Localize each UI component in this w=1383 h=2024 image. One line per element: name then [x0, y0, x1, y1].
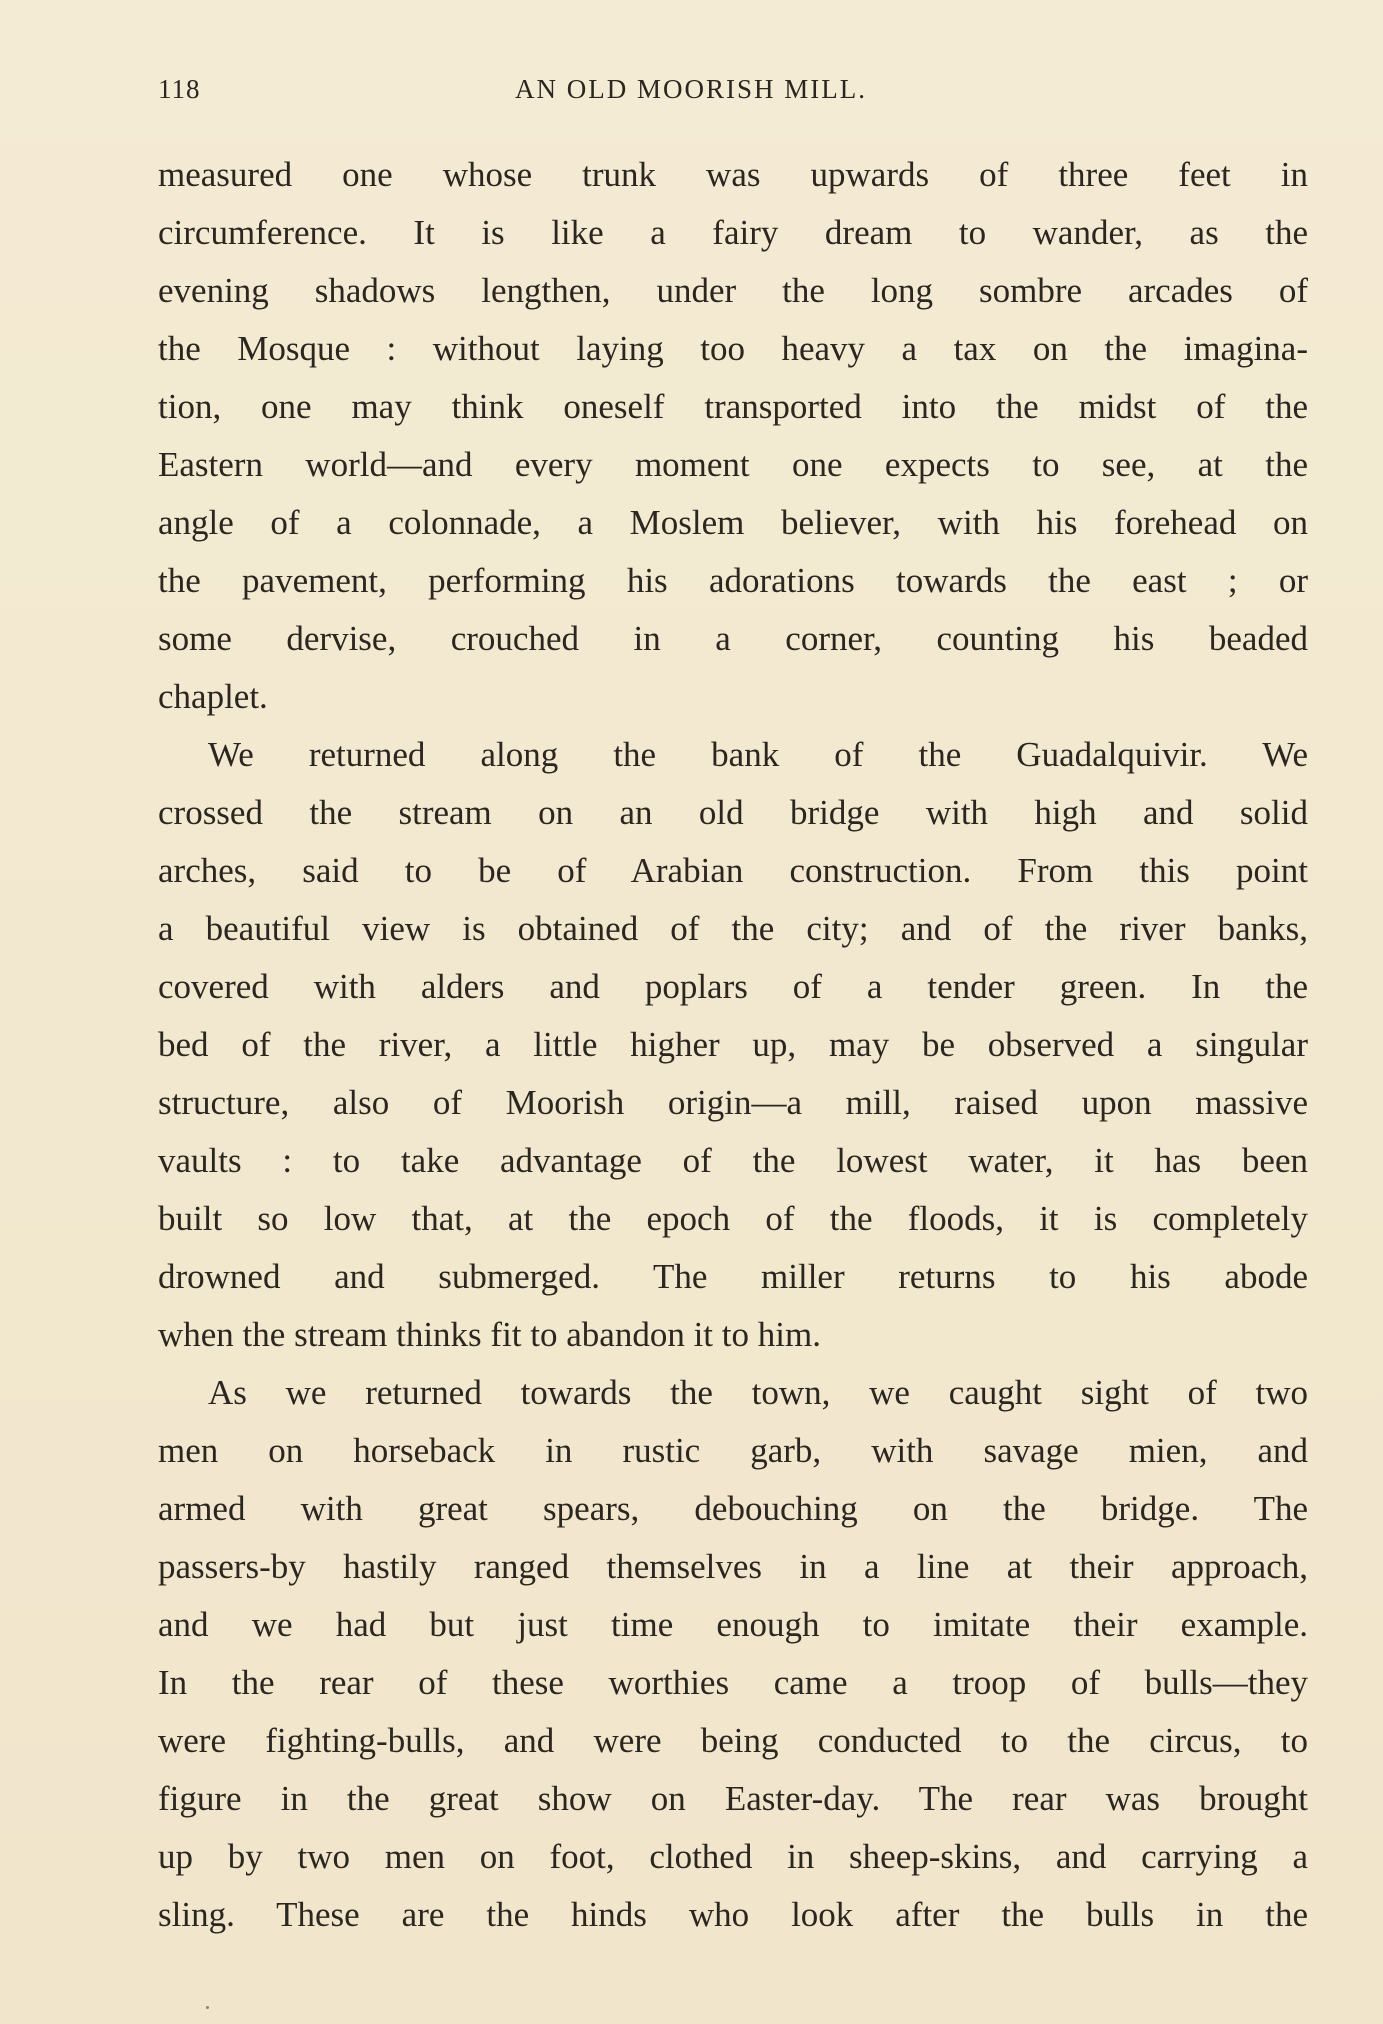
paragraph-end-line: chaplet. — [158, 677, 268, 716]
paragraph-end-line: when the stream thinks fit to abandon it to him. — [158, 1315, 821, 1354]
text-line: vaults : to take advantage of the lowest water, it has been — [158, 1141, 1308, 1180]
text-line: structure, also of Moorish origin—a mill, raised upon massive — [158, 1083, 1308, 1122]
text-line: sling. These are the hinds who look after the bulls in the — [158, 1895, 1308, 1934]
text-line: covered with alders and poplars of a tender green. In the — [158, 967, 1308, 1006]
text-line: evening shadows lengthen, under the long sombre arcades of — [158, 271, 1308, 310]
text-line: angle of a colonnade, a Moslem believer, with his forehead on — [158, 503, 1308, 542]
page-number: 118 — [158, 74, 201, 104]
running-title: AN OLD MOORISH MILL. — [515, 74, 867, 104]
text-line: passers-by hastily ranged themselves in a line at their approach, — [158, 1547, 1308, 1586]
text-line: and we had but just time enough to imitate their example. — [158, 1605, 1308, 1644]
text-line: crossed the stream on an old bridge with high and solid — [158, 793, 1308, 832]
text-line: measured one whose trunk was upwards of three feet in — [158, 155, 1308, 194]
text-line: tion, one may think oneself transported into the midst of the — [158, 387, 1308, 426]
text-line: In the rear of these worthies came a troop of bulls—they — [158, 1663, 1308, 1702]
text-line: built so low that, at the epoch of the floods, it is completely — [158, 1199, 1308, 1238]
text-line: up by two men on foot, clothed in sheep-skins, and carrying a — [158, 1837, 1308, 1876]
text-line: the Mosque : without laying too heavy a tax on the imagina- — [158, 329, 1308, 368]
text-line: some dervise, crouched in a corner, counting his beaded — [158, 619, 1308, 658]
body-text — [158, 146, 1308, 1944]
text-line: bed of the river, a little higher up, may be observed a singular — [158, 1025, 1308, 1064]
text-line: the pavement, performing his adorations towards the east ; or — [158, 561, 1308, 600]
text-line: armed with great spears, debouching on the bridge. The — [158, 1489, 1308, 1528]
paragraph-start-line: As we returned towards the town, we caught sight of two — [208, 1373, 1308, 1412]
running-head — [158, 74, 1308, 114]
text-line: a beautiful view is obtained of the city; and of the river banks, — [158, 909, 1308, 948]
text-line: men on horseback in rustic garb, with savage mien, and — [158, 1431, 1308, 1470]
text-line: Eastern world—and every moment one expects to see, at the — [158, 445, 1308, 484]
text-line: arches, said to be of Arabian construction. From this point — [158, 851, 1308, 890]
text-line: drowned and submerged. The miller returns to his abode — [158, 1257, 1308, 1296]
text-line: were fighting-bulls, and were being conducted to the circus, to — [158, 1721, 1308, 1760]
text-line: figure in the great show on Easter-day. The rear was brought — [158, 1779, 1308, 1818]
paper-speck — [206, 2006, 209, 2009]
text-line: circumference. It is like a fairy dream to wander, as the — [158, 213, 1308, 252]
paragraph-start-line: We returned along the bank of the Guadalquivir. We — [208, 735, 1308, 774]
